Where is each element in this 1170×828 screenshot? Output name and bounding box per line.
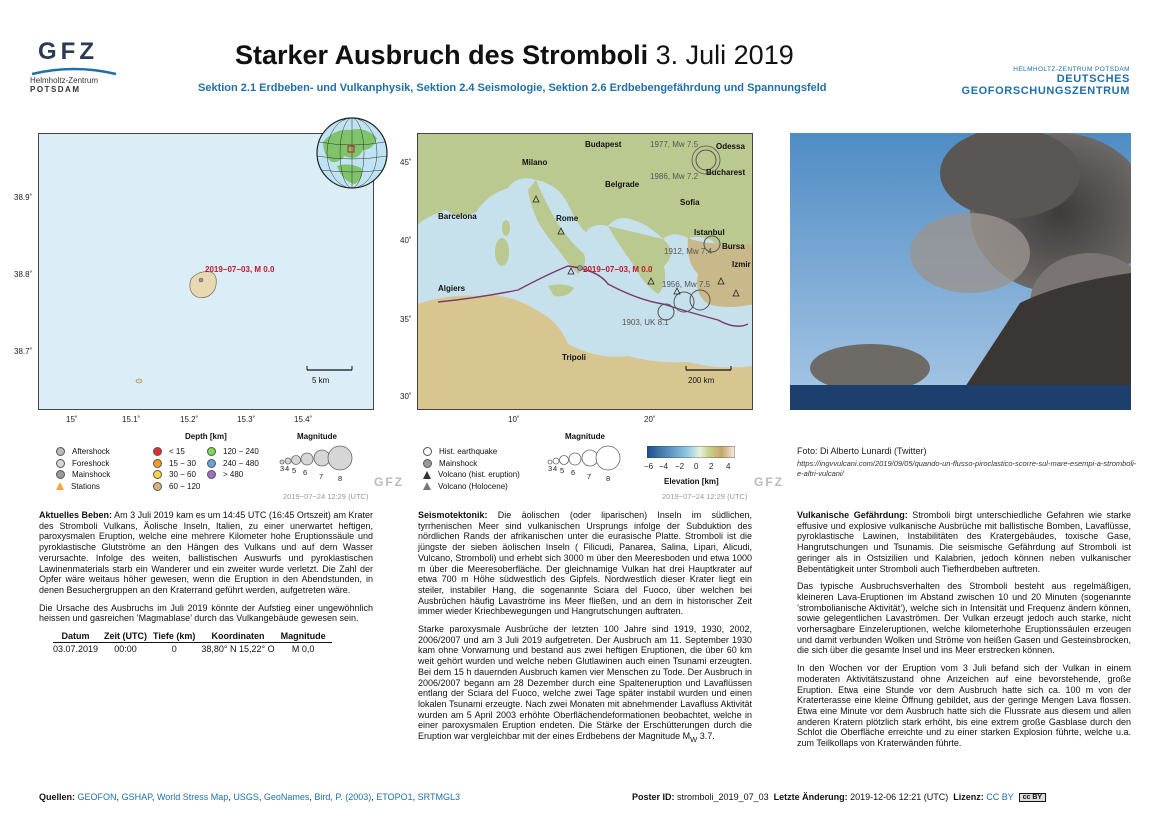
elev-tick: 2: [709, 462, 714, 471]
legend-stations: [56, 481, 110, 493]
depth-color-icon: [153, 482, 162, 491]
city-label: Belgrade: [605, 180, 640, 189]
city-label: Bucharest: [706, 168, 746, 177]
cc-by-icon[interactable]: cc BY: [1019, 793, 1046, 802]
regional-legend: [423, 446, 520, 492]
mag-tick: 6: [571, 468, 576, 477]
gfz-logo-sub1: Helmholtz-Zentrum: [30, 76, 99, 85]
cause-paragraph: Die Ursache des Ausbruchs im Juli 2019 könnte der Aufstieg einer ungewöhnlich heissen und gasreichen ’Magmablase’ durch das Vulkangebäude gewesen sein.: [39, 602, 373, 624]
depth-legend-col2: [207, 446, 259, 481]
gfz-swoosh-icon: [30, 66, 118, 76]
depth-color-icon: [153, 459, 162, 468]
legend-label: 30 − 60: [169, 470, 196, 480]
paragraph-text: Stromboli birgt unterschiedliche Gefahren wie starke effusive und explosive vulkanische Ausbrüche mit ballistische Bomben, Lavaflüsse, pyroklastische Lawinen, Instabilitäten des Kratergebäudes, toxische Gase, Hangrutschungen und Tsunamis. Die seismische Gefährdung auf Stromboli ist geringer als in Ostsizilien und Kalabrien, jedoch können neben vulkanischer Bebentätigkeit unter Stromboli auch Tiefherdbeben auftreten.: [797, 510, 1131, 574]
volcano-holocene-triangle-icon: [423, 482, 431, 490]
gfz-watermark: GFZ: [374, 475, 404, 489]
section-heading: Aktuelles Beben:: [39, 510, 113, 520]
mag-tick: 4: [553, 464, 558, 473]
legend-label: 240 − 480: [223, 458, 259, 468]
section-heading: Seismotektonik:: [418, 510, 488, 520]
legend-label: Stations: [71, 481, 100, 491]
strombolicchio-islet: [136, 379, 142, 383]
mag-tick: 5: [292, 466, 297, 475]
current-event-column: [39, 510, 373, 654]
city-label: Izmir: [732, 260, 751, 269]
changed-date: 2019-12-06 12:21 (UTC): [850, 792, 949, 802]
poster-id-label: Poster ID:: [632, 792, 675, 802]
source-link[interactable]: ETOPO1: [376, 792, 413, 802]
depth-legend-header: Depth [km]: [185, 432, 227, 441]
elevation-label: Elevation [km]: [664, 477, 719, 486]
legend-label: 120 − 240: [223, 447, 259, 457]
globe-inset-icon: [315, 116, 389, 190]
regional-lon-tick: 10˚: [508, 415, 520, 424]
local-lat-tick: 38.7˚: [14, 347, 33, 356]
table-cell: 00:00: [114, 643, 137, 654]
regional-event-label: 2019−07−03, M 0.0: [583, 265, 653, 274]
legend-label: Volcano (Holocene): [438, 481, 508, 491]
mag-tick: 6: [303, 468, 308, 477]
section-heading: Vulkanische Gefährdung:: [797, 510, 908, 520]
dgfz-line2: DEUTSCHES: [1056, 73, 1130, 85]
mag-tick: 7: [587, 472, 592, 481]
table-header: Koordinaten: [201, 631, 280, 642]
hist-event-label: 1986, Mw 7.2: [650, 172, 699, 181]
city-label: Bursa: [722, 242, 745, 251]
city-label: Tripoli: [562, 353, 586, 362]
source-link[interactable]: SRTMGL3: [417, 792, 461, 802]
paragraph-text: Die äolischen (oder liparischen) Inseln im südlichen, tyrrhenischen Meer sind vulkanischen Ursprungs infolge der Subduktion des nördlichen Rands der afrikanischen unter die eurasische Platte. Stromboli ist die jüngste der sieben äolischen Inseln ( Filicudi, Panarea, Salina, Lipari, Alicudi, Vulcano, Stromboli) und erhebt sich 3000 m über den Meeresboden und etwa 1000 m über die Meeresoberfläche. Der gleichnamige Vulkan hat drei Hauptkrater auf etwa 700 m Höhe südwestlich des Gipfels. Nordwestlich dieser Krater liegt ein steiler, instabiler Hang, die sogenannte Sciara del Fuoco, über welchen bei Ausbrüchen häufig Lavaströme ins Meer fließen, und an dem in historischer Zeit immer wieder Kriechbewegungen und Hangrutschungen auftraten.: [418, 510, 752, 617]
table-header: Zeit (UTC): [104, 631, 153, 642]
local-lon-tick: 15˚: [66, 415, 78, 424]
seismotectonics-column: [418, 510, 752, 753]
legend-label: Hist. earthquake: [439, 447, 498, 457]
local-lon-tick: 15.1˚: [122, 415, 141, 424]
table-row: [53, 642, 332, 654]
source-link[interactable]: World Stress Map: [156, 792, 229, 802]
current-event-paragraph: [39, 510, 373, 596]
hist-event-label: 1977, Mw 7.5: [650, 140, 699, 149]
elev-tick: −2: [675, 462, 685, 471]
magnitude-legend-header: Magnitude: [297, 432, 337, 441]
table-header-row: [53, 631, 332, 642]
event-marker: [199, 278, 203, 282]
local-event-label: 2019−07−03, M 0.0: [205, 265, 275, 274]
event-type-legend: [56, 446, 110, 492]
table-cell: 0: [171, 643, 177, 654]
source-link[interactable]: GSHAP: [121, 792, 152, 802]
event-table: [53, 631, 332, 654]
gfz-logo: [30, 38, 125, 94]
city-label: Algiers: [438, 284, 466, 293]
legend-label: Mainshock: [72, 470, 111, 480]
table-header: Datum: [53, 631, 104, 642]
mainshock-marker-icon: [56, 470, 65, 479]
source-link[interactable]: Bird, P. (2003): [314, 792, 372, 802]
elev-tick: 4: [726, 462, 731, 471]
mainshock-marker-icon: [423, 459, 432, 468]
table-header: Tiefe (km): [153, 631, 201, 642]
foreshock-marker-icon: [56, 459, 65, 468]
mag-tick: 3: [548, 464, 553, 473]
seismotectonics-paragraph: [418, 510, 752, 617]
elev-tick: −4: [659, 462, 669, 471]
regional-scale-label: 200 km: [688, 376, 715, 385]
page-title-date: 3. Juli 2019: [655, 40, 794, 70]
local-lat-tick: 38.9˚: [14, 193, 33, 202]
table-header: Magnitude: [281, 631, 332, 642]
legend-label: Foreshock: [72, 458, 110, 468]
elevation-colorbar: [647, 446, 735, 458]
hist-earthquake-circle-icon: [423, 447, 432, 456]
mag-tick: 4: [285, 464, 290, 473]
source-link[interactable]: USGS: [233, 792, 259, 802]
regional-map: [417, 133, 753, 410]
mag-tick: 5: [560, 466, 565, 475]
volcano-hist-triangle-icon: [423, 471, 431, 479]
sources-label: Quellen:: [39, 792, 76, 802]
mag-tick: 7: [319, 472, 324, 481]
local-lon-tick: 15.4˚: [294, 415, 313, 424]
table-cell: 03.07.2019: [53, 643, 99, 654]
table-cell: M 0,0: [291, 643, 315, 654]
city-label: Rome: [556, 214, 579, 223]
legend-mainshock: [423, 458, 520, 470]
regional-lat-tick: 30˚: [400, 392, 412, 401]
mag-tick: 8: [606, 474, 611, 483]
elev-tick: 0: [694, 462, 699, 471]
photo-url-link[interactable]: https://ingvvulcani.com/2019/09/05/quando-un-flusso-piroclastico-scorre-sul-mare-esempi-a-stromboli-e-altri-vulcani/: [797, 459, 1137, 478]
regional-lat-tick: 35˚: [400, 315, 412, 324]
legend-depth: [207, 469, 259, 481]
gfz-logo-sub2: POTSDAM: [30, 85, 81, 94]
poster-id: stromboli_2019_07_03: [677, 792, 769, 802]
legend-volcano-holocene: [423, 481, 520, 493]
legend-label: < 15: [169, 447, 185, 457]
license-link[interactable]: CC BY: [986, 792, 1014, 802]
depth-legend-col1: [153, 446, 200, 492]
page-title: [235, 40, 794, 71]
legend-label: Aftershock: [72, 447, 110, 457]
legend-depth: [153, 458, 200, 470]
eruption-behavior-paragraph: Das typische Ausbruchsverhalten des Stromboli besteht aus regelmäßigen, kleineren Lava-Eruptionen im Abstand zwischen 10 und 20 Minuten (sogenannte ’strombolianische Aktivität’), welche sich in Intensität und Frequenz ändern können, sowie gelegentlichen Lavaströmen. Der Vulkan erzeugt jedoch auch starke, nicht vorhersagbare Einzeleruptionen, welche kilometerhohe Eruptionssäulen erzeugen und damit verbunden Wolken und Ströme von heißen Gasen und Gesteinsbrocken, die sich über die gesamte Insel und ins Meer erstrecken können.: [797, 581, 1131, 656]
legend-depth: [153, 469, 200, 481]
gfz-watermark: GFZ: [754, 475, 784, 489]
city-label: Budapest: [585, 140, 622, 149]
legend-depth: [207, 458, 259, 470]
gfz-logo-letters: GFZ: [38, 38, 98, 65]
magnitude-legend-header: Magnitude: [565, 432, 605, 441]
regional-lat-tick: 40˚: [400, 236, 412, 245]
magnitude-scale-icon: [546, 444, 626, 484]
source-link[interactable]: GEOFON: [77, 792, 117, 802]
depth-color-icon: [207, 459, 216, 468]
elev-tick: −6: [644, 462, 654, 471]
local-lon-tick: 15.3˚: [237, 415, 256, 424]
hist-event-label: 1912, Mw 7.4: [664, 247, 713, 256]
city-label: Milano: [522, 158, 548, 167]
dgfz-line3: GEOFORSCHUNGSZENTRUM: [961, 85, 1130, 97]
legend2-timestamp: 2019−07−24 12:29 (UTC): [662, 492, 748, 501]
hist-event-label: 1903, UK 8.1: [622, 318, 669, 327]
sources-footer: Quellen: GEOFON, GSHAP, World Stress Map, USGS, GeoNames, Bird, P. (2003), ETOPO1, SRTMGL3: [39, 792, 461, 802]
aftershock-marker-icon: [56, 447, 65, 456]
eruption-photo: [790, 133, 1131, 410]
depth-color-icon: [207, 470, 216, 479]
dgfz-line1: HELMHOLTZ-ZENTRUM POTSDAM: [1013, 66, 1130, 73]
local-scale-label: 5 km: [312, 376, 330, 385]
legend-depth: [153, 446, 200, 458]
page-title-main: Starker Ausbruch des Stromboli: [235, 40, 649, 70]
regional-lat-tick: 45˚: [400, 158, 412, 167]
legend-volcano-hist: [423, 469, 520, 481]
legend-mainshock: [56, 469, 110, 481]
pre-eruption-paragraph: In den Wochen vor der Eruption vom 3 Juli befand sich der Vulkan in einem moderaten Aktivitätszustand ohne Anzeichen auf eine bevorstehende, große Eruption. Etwa eine Stunde vor dem Ausbruch hatte sich ca. 100 m von der Kraterterasse eine kleine Öffnung gebildet, aus der geringe Mengen Lava flossen. Etwa eine Minute vor dem Ausbruch hatte sich die Flussrate aus diesem und allen anderen Kratern plötzlich stark erhöht, bis eine extrem große Gasblase durch den Schlot die Oberfläche erreichte und zu einer starken Explosion führte, welche u.a. zum Teilkollaps von Kraterwänden führte.: [797, 663, 1131, 749]
legend-depth: [153, 481, 200, 493]
dgfz-logo: [962, 66, 1130, 97]
city-label: Odessa: [716, 142, 745, 151]
paragraph-text: Am 3 Juli 2019 kam es um 14:45 UTC (16:45 Ortszeit) am Krater des Stromboli Vulkans, Äolische Inseln, Italien, zu einer unerwartet heftigen, paroxysmalen Eruption, welche eine mehrere Kilometer hohe Eruptionssäule und pyroklastische Glutströme an den Hängen des Vulkans und auf dem Wasser verursachte. Infolge des weiten, ballistischen Auswurfs und pyroklastischen Lawinenmaterials starb ein Wanderer und ein zweiter wurde verletzt. Die Zahl der Opfer wäre weitaus höher gewesen, wenn die Eruption in den Abendstunden, in denen Besuchergruppen an den Kraterrand geführt werden, aufgetreten wäre.: [39, 510, 373, 595]
magnitude-scale-icon: [278, 444, 358, 484]
depth-color-icon: [153, 470, 162, 479]
station-triangle-icon: [56, 482, 64, 490]
legend1-timestamp: 2019−07−24 12:29 (UTC): [283, 492, 369, 501]
eruption-photo-image: [790, 133, 1131, 410]
legend-hist-earthquake: [423, 446, 520, 458]
mag-tick: 8: [338, 474, 343, 483]
legend-depth: [207, 446, 259, 458]
changed-label: Letzte Änderung:: [773, 792, 848, 802]
volcanic-hazard-column: [797, 510, 1131, 756]
regional-lon-tick: 20˚: [644, 415, 656, 424]
subscript: W: [690, 734, 698, 744]
legend-foreshock: [56, 458, 110, 470]
legend-label: 60 − 120: [169, 481, 201, 491]
paragraph-text: Starke paroxysmale Ausbrüche der letzten 100 Jahre sind 1919, 1930, 2002, 2006/2007 und am 3 Juli 2019 aufgetreten. Der Ausbruch am 11. September 1930 kam ohne Vorwarnung und bestand aus zwei heftigen Eruptionen, die über 60 km weit gehört wurden und welche neben Glutlawinen auch einen Tsunami erzeugten. Bei dem 15 h dauernden Ausbruch kamen vier Menschen zu Tode. Der Ausbruch in 2006/2007 begann am 28 Dezember durch eine Spalteneruption und Lavaflüssen entlang der Sciara del Fuoco, welche zwei Tage später instabil wurden und einen lokalen Tsunami erzeugte. Nach zwei Monaten mit abnehmender Lavafluss Aktivität wurden am 5 April 2003 erhöhte Oberflächendeformationen beobachtet, welche in einer paroxysmalen Eruption endeten. Die Stärke der Erschütterungen durch die Eruption war vergleichbar mit der eines Erdbebens der Magnitude M: [418, 624, 752, 742]
legend-label: Volcano (hist. eruption): [438, 470, 520, 480]
city-label: Barcelona: [438, 212, 477, 221]
local-lon-tick: 15.2˚: [180, 415, 199, 424]
depth-color-icon: [207, 447, 216, 456]
hazard-paragraph: [797, 510, 1131, 574]
source-link[interactable]: GeoNames: [263, 792, 310, 802]
paragraph-text: 3.7.: [697, 731, 715, 742]
legend-label: 15 − 30: [169, 458, 196, 468]
photo-credit: Foto: Di Alberto Lunardi (Twitter): [797, 446, 927, 456]
city-label: Istanbul: [694, 228, 725, 237]
city-label: Sofia: [680, 198, 700, 207]
local-lat-tick: 38.8˚: [14, 270, 33, 279]
legend-aftershock: [56, 446, 110, 458]
depth-color-icon: [153, 447, 162, 456]
page-subtitle: Sektion 2.1 Erdbeben- und Vulkanphysik, Sektion 2.4 Seismologie, Sektion 2.6 Erdbebengefährdung und Spannungsfeld: [198, 82, 827, 94]
legend-label: > 480: [223, 470, 244, 480]
license-label: Lizenz:: [953, 792, 984, 802]
mag-tick: 3: [280, 464, 285, 473]
poster-meta-footer: [632, 792, 1046, 802]
eruption-history-paragraph: [418, 624, 752, 746]
table-cell: 38,80° N 15,22° O: [201, 643, 275, 654]
hist-event-label: 1956, Mw 7.5: [662, 280, 711, 289]
legend-label: Mainshock: [439, 458, 478, 468]
